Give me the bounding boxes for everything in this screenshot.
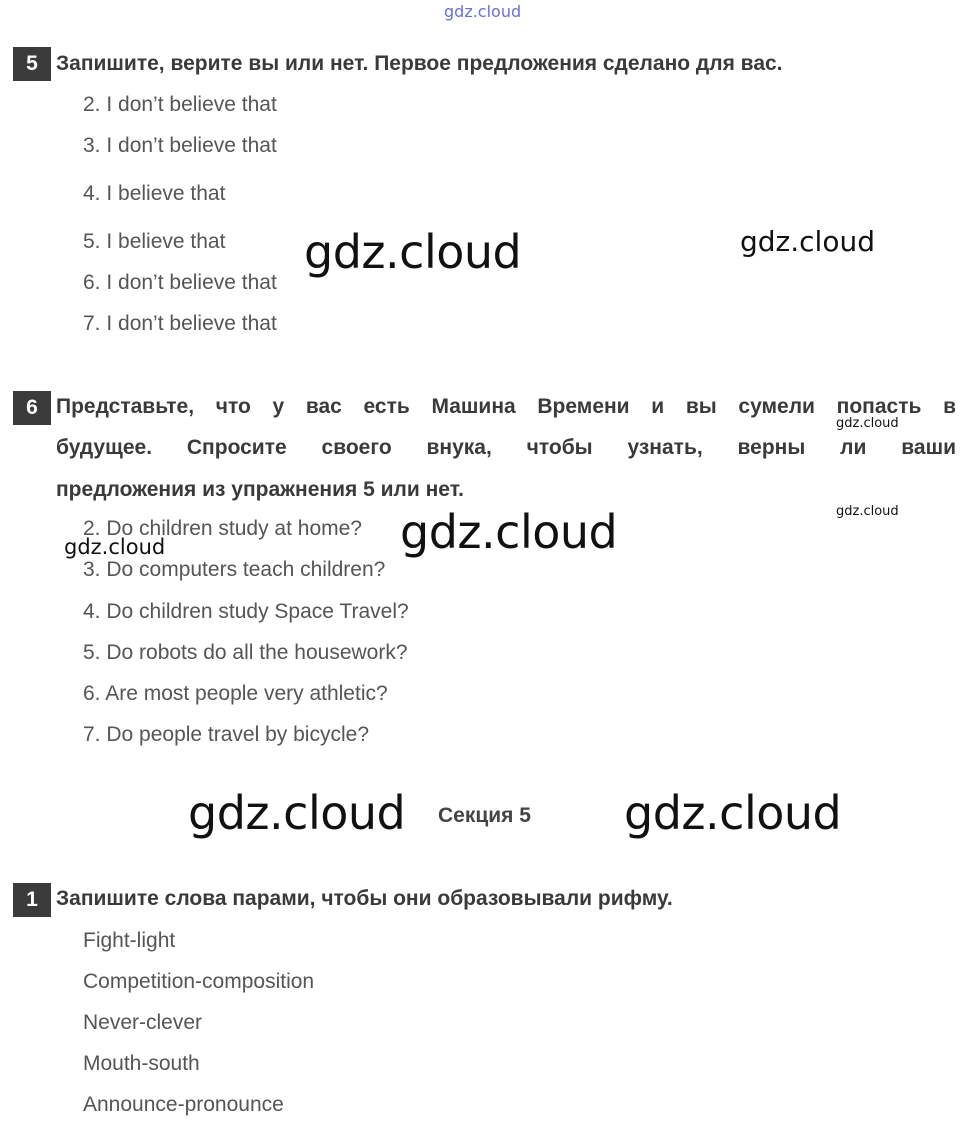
task-5-item: 3. I don’t believe that: [83, 134, 277, 157]
task-6-item: 6. Are most people very athletic?: [83, 682, 388, 705]
watermark: gdz.cloud: [624, 786, 842, 840]
task-5-title: Запишите, верите вы или нет. Первое предложения сделано для вас.: [56, 52, 783, 75]
watermark: gdz.cloud: [304, 225, 522, 279]
task-1-item: Competition-composition: [83, 970, 315, 993]
task-6-title-line-1: Представьте, что у вас есть Машина Времени и вы сумели попасть в: [56, 395, 956, 418]
task-5-item: 2. I don’t believe that: [83, 93, 277, 116]
task-5-item: 5. I believe that: [83, 230, 226, 253]
task-6-title-line-2: будущее. Спросите своего внука, чтобы узнать, верны ли ваши: [56, 436, 956, 459]
task-6-item: 5. Do robots do all the housework?: [83, 641, 408, 664]
task-6-item: 3. Do computers teach children?: [83, 558, 386, 581]
task-5-item: 4. I believe that: [83, 182, 226, 205]
watermark: gdz.cloud: [836, 416, 899, 431]
task-1-number-badge: 1: [13, 883, 51, 917]
watermark: gdz.cloud: [188, 786, 406, 840]
watermark: gdz.cloud: [64, 535, 166, 559]
task-1-title: Запишите слова парами, чтобы они образовывали рифму.: [56, 887, 673, 910]
top-watermark: gdz.cloud: [444, 2, 522, 21]
task-6-item: 4. Do children study Space Travel?: [83, 600, 409, 623]
task-1-item: Never-clever: [83, 1011, 203, 1034]
section-title: Секция 5: [438, 804, 531, 827]
task-5-item: 7. I don’t believe that: [83, 312, 277, 335]
task-1-item: Mouth-south: [83, 1052, 200, 1075]
task-5-number-badge: 5: [13, 47, 51, 81]
task-6-title-line-3: предложения из упражнения 5 или нет.: [56, 478, 464, 501]
watermark: gdz.cloud: [400, 505, 618, 559]
watermark: gdz.cloud: [836, 504, 899, 519]
task-6-item: 7. Do people travel by bicycle?: [83, 723, 369, 746]
task-6-item: 2. Do children study at home?: [83, 517, 362, 540]
task-1-item: Announce-pronounce: [83, 1093, 284, 1116]
task-1-item: Fight-light: [83, 929, 176, 952]
watermark: gdz.cloud: [740, 225, 875, 258]
task-5-item: 6. I don’t believe that: [83, 271, 277, 294]
task-6-number-badge: 6: [13, 391, 51, 425]
